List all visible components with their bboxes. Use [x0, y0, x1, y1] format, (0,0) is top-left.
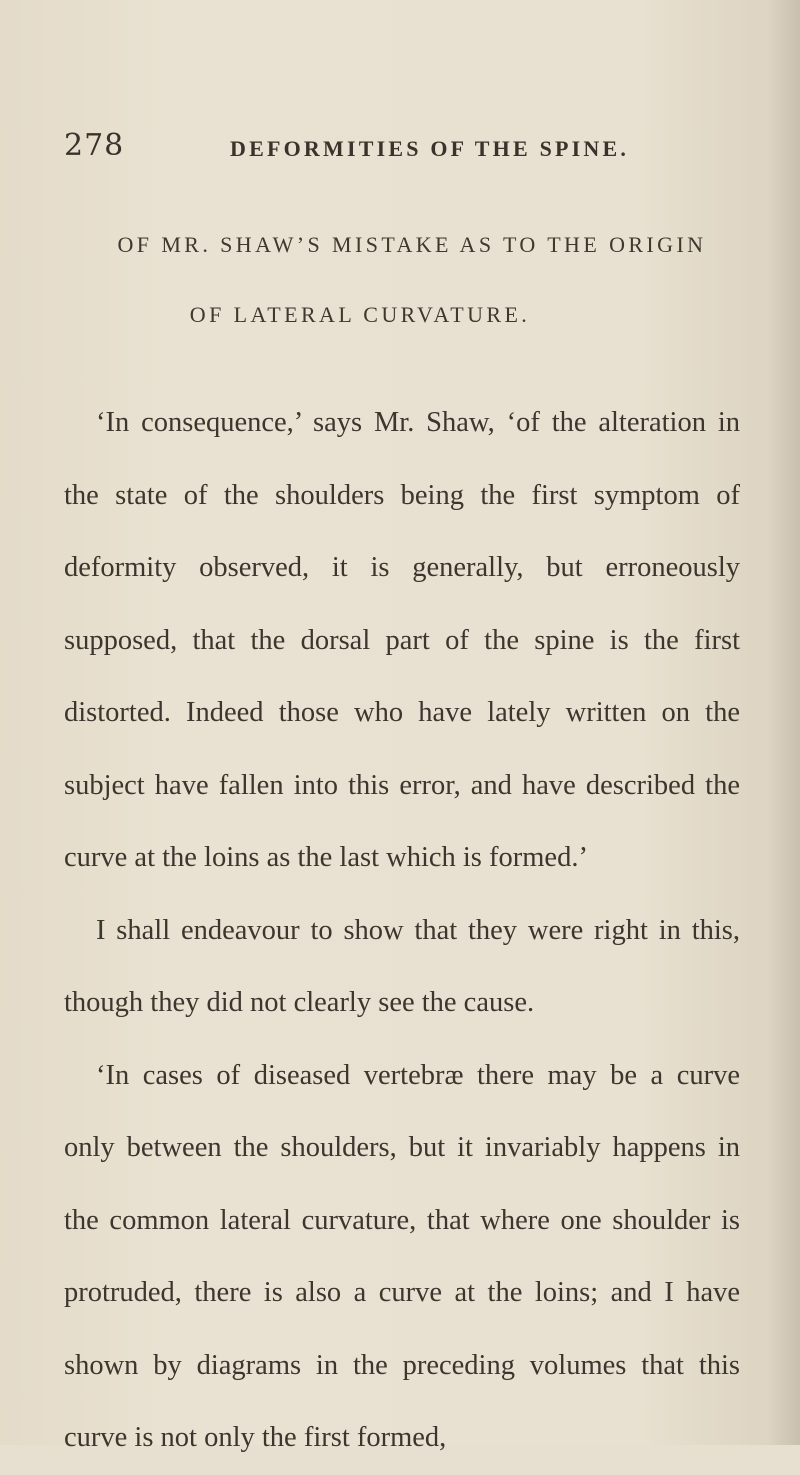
paragraph-1: ‘In consequence,’ says Mr. Shaw, ‘of the alteration in the state of the shoulders being the first symptom of deformity observed, it is generally, but erroneously supposed, that the dorsal part of the spine is the first distorted. Indeed those who have lately written on the subject have fallen into this error, and have described the curve at the loins as the last which is formed.’ [64, 407, 740, 873]
page-number: 278 [64, 128, 125, 163]
body-text [64, 387, 740, 1475]
paragraph-2: I shall endeavour to show that they were right in this, though they did not clearly see the cause. [64, 914, 740, 1018]
running-head [64, 128, 744, 168]
paragraph-3: ‘In cases of diseased vertebræ there may be a curve only between the shoulders, but it invariably happens in the common lateral curvature, that where one shoulder is protruded, there is also a curve at the loins; and I have shown by diagrams in the preceding volumes that this curve is not only the first formed, [64, 1059, 740, 1453]
running-title: DEFORMITIES OF THE SPINE. [230, 136, 630, 161]
section-heading-line-1: OF MR. SHAW’S MISTAKE AS TO THE ORIGIN [117, 232, 707, 257]
section-heading-line-2: OF LATERAL CURVATURE. [189, 302, 531, 327]
